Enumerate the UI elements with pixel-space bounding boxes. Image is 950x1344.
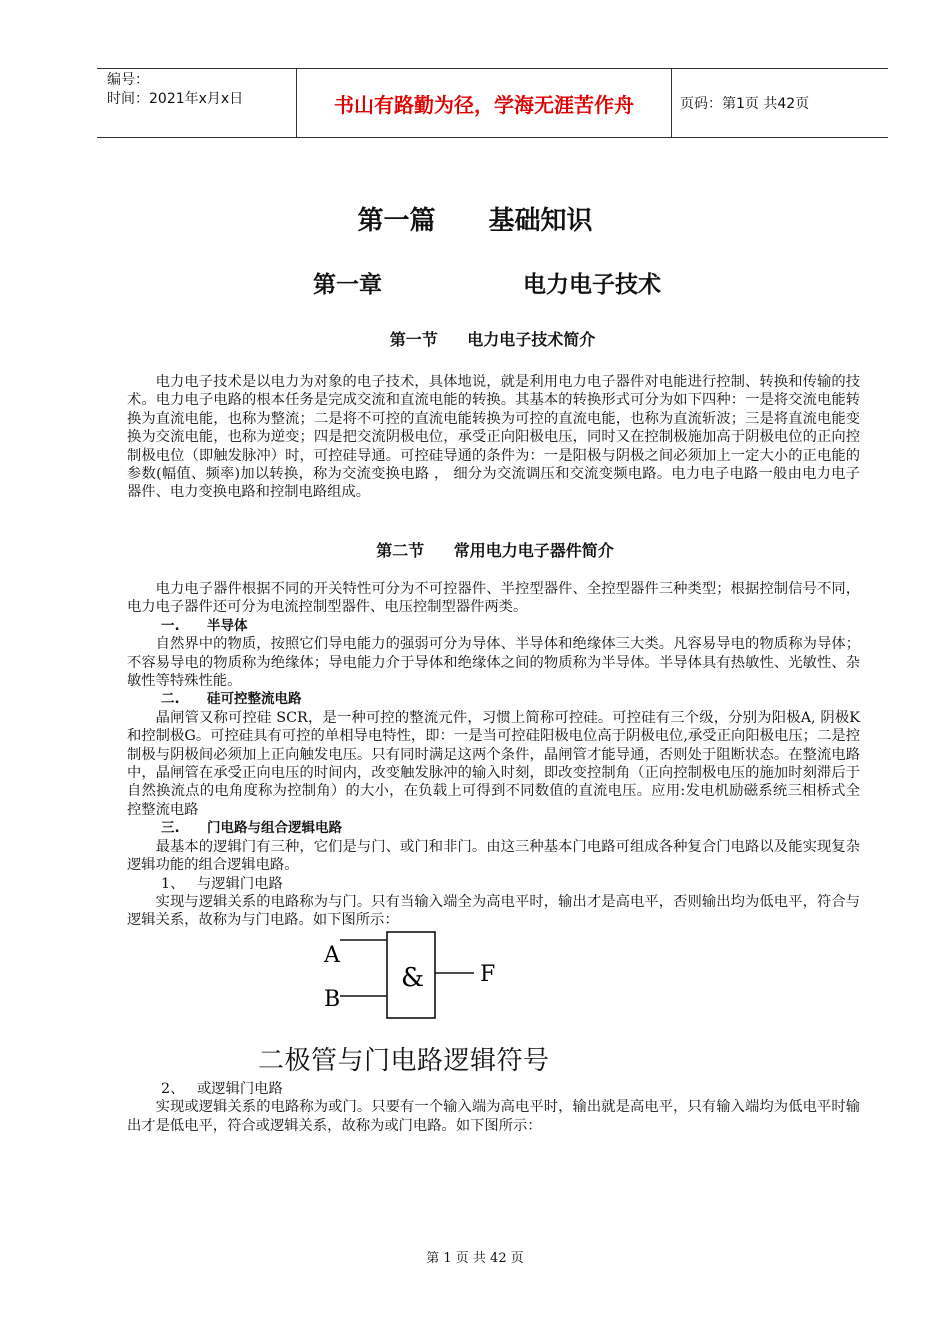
- subheading-gates: [127, 819, 860, 837]
- and-symbol: &: [401, 963, 425, 993]
- chapter-number: 第一章: [313, 272, 382, 298]
- item2-title: 或逻辑门电路: [197, 1081, 283, 1097]
- item2-paragraph: 实现或逻辑关系的电路称为或门。只要有一个输入端为高电平时，输出就是高电平，只有输入端均为低电平时输出才是低电平，符合或逻辑关系，故称为或门电路。如下图所示：: [127, 1099, 860, 1134]
- sub3-title: 门电路与组合逻辑电路: [207, 820, 342, 837]
- sub1-number: 一.: [161, 617, 180, 634]
- header-meta: [97, 69, 297, 137]
- section2-title: [0, 538, 950, 561]
- output-f-label: F: [480, 962, 496, 987]
- input-b-label: B: [324, 987, 341, 1012]
- time-label: 时间：2021年x月x日: [107, 91, 244, 107]
- section2-intro: 电力电子器件根据不同的开关特性可分为不可控器件、半控型器件、全控型器件三种类型；根据控制信号不同，电力电子器件还可分为电流控制型器件、电压控制型器件两类。: [127, 581, 860, 616]
- item-and-gate: [127, 875, 860, 893]
- section1-paragraph: 电力电子技术是以电力为对象的电子技术，具体地说，就是利用电力电子器件对电能进行控制、转换和传输的技术。电力电子电路的根本任务是完成交流和直流电能的转换。其基本的转换形式可分为如下四种：一是将交流电能转换为直流电能，也称为整流；二是将不可控的直流电能转换为可控的直流电能，也称为直流斩波；三是将直流电能变换为交流电能，也称为逆变；四是把交流阴极电位，承受正向阳极电压，同时又在控制极施加高于阴极电位的正向控制极电位（即触发脉冲）时，可控硅导通。可控硅导通的条件为：一是阳极与阴极之间必须加上一定大小的正电能的参数(幅值、频率)加以转换，称为交流变换电路 ， 细分为交流调压和交流变频电路。电力电子电路一般由电力电子器件、电力变换电路和控制电路组成。: [127, 374, 860, 501]
- subheading-scr: [127, 690, 860, 708]
- item1-title: 与逻辑门电路: [197, 875, 283, 892]
- header-page-info: 页码：第1页 共42页: [680, 96, 810, 112]
- sub1-title: 半导体: [207, 617, 248, 634]
- gate-caption: 二极管与门电路逻辑符号: [258, 1046, 550, 1076]
- subheading-semiconductor: [127, 617, 860, 635]
- section1-title: [0, 327, 950, 350]
- item2-number: 2、: [161, 1081, 185, 1097]
- input-a-label: A: [324, 943, 340, 968]
- sub2-paragraph: 晶闸管又称可控硅 SCR，是一种可控的整流元件，习惯上简称可控硅。可控硅有三个级，分别为阳极A, 阴极K和控制极G。可控硅具有可控的单相导电特性，即：一是当可控硅阳极电位高于阴极电位,承受正向阳极电压；二是控制极与阴极间必须加上正向触发电压。只有同时满足这两个条件，晶闸管才能导通，否则处于阻断状态。在整流电路中，晶闸管在承受正向电压的时间内，改变触发脉冲的输入时刻，即改变控制角（正向控制极电压的施加时刻滞后于自然换流点的电角度称为控制角）的大小，在负载上可得到不同数值的直流电压。应用:发电机励磁系统三相桥式全控整流电路: [127, 709, 860, 818]
- item1-number: 1、: [161, 875, 185, 892]
- sub3-paragraph: 最基本的逻辑门有三种，它们是与门、或门和非门。由这三种基本门电路可组成各种复合门电路以及能实现复杂逻辑功能的组合逻辑电路。: [127, 838, 860, 874]
- part-number: 第一篇: [357, 206, 436, 236]
- item1-paragraph: 实现与逻辑关系的电路称为与门。只有当输入端全为高电平时，输出才是高电平，否则输出均为低电平，符合与逻辑关系，故称为与门电路。如下图所示：: [127, 893, 860, 929]
- part-name: 基础知识: [488, 206, 593, 236]
- sub2-title: 硅可控整流电路: [207, 691, 302, 708]
- part-title: [0, 200, 950, 237]
- sub2-number: 二.: [161, 691, 180, 708]
- section2-name: 常用电力电子器件简介: [453, 541, 614, 560]
- page-header: [97, 68, 888, 138]
- sub1-paragraph: 自然界中的物质，按照它们导电能力的强弱可分为导体、半导体和绝缘体三大类。凡容易导电的物质称为导体；不容易导电的物质称为绝缘体；导电能力介于导体和绝缘体之间的物质称为半导体。半导体具有热敏性、光敏性、杂敏性等特殊性能。: [127, 636, 860, 690]
- section1-body: [127, 373, 860, 502]
- header-motto: 书山有路勤为径，学海无涯苦作舟: [297, 69, 672, 137]
- page-footer: 第 1 页 共 42 页: [426, 1251, 524, 1266]
- and-gate-diagram: [320, 928, 520, 1020]
- sub3-number: 三.: [161, 820, 180, 837]
- section1-number: 第一节: [389, 330, 438, 349]
- section2-body: [127, 580, 860, 930]
- section2-number: 第二节: [376, 541, 425, 560]
- chapter-name: 电力电子技术: [523, 272, 661, 298]
- item-or-gate: [127, 1080, 860, 1098]
- number-label: 编号：: [107, 72, 149, 88]
- or-gate-body: [127, 1080, 860, 1135]
- section1-name: 电力电子技术简介: [467, 330, 596, 349]
